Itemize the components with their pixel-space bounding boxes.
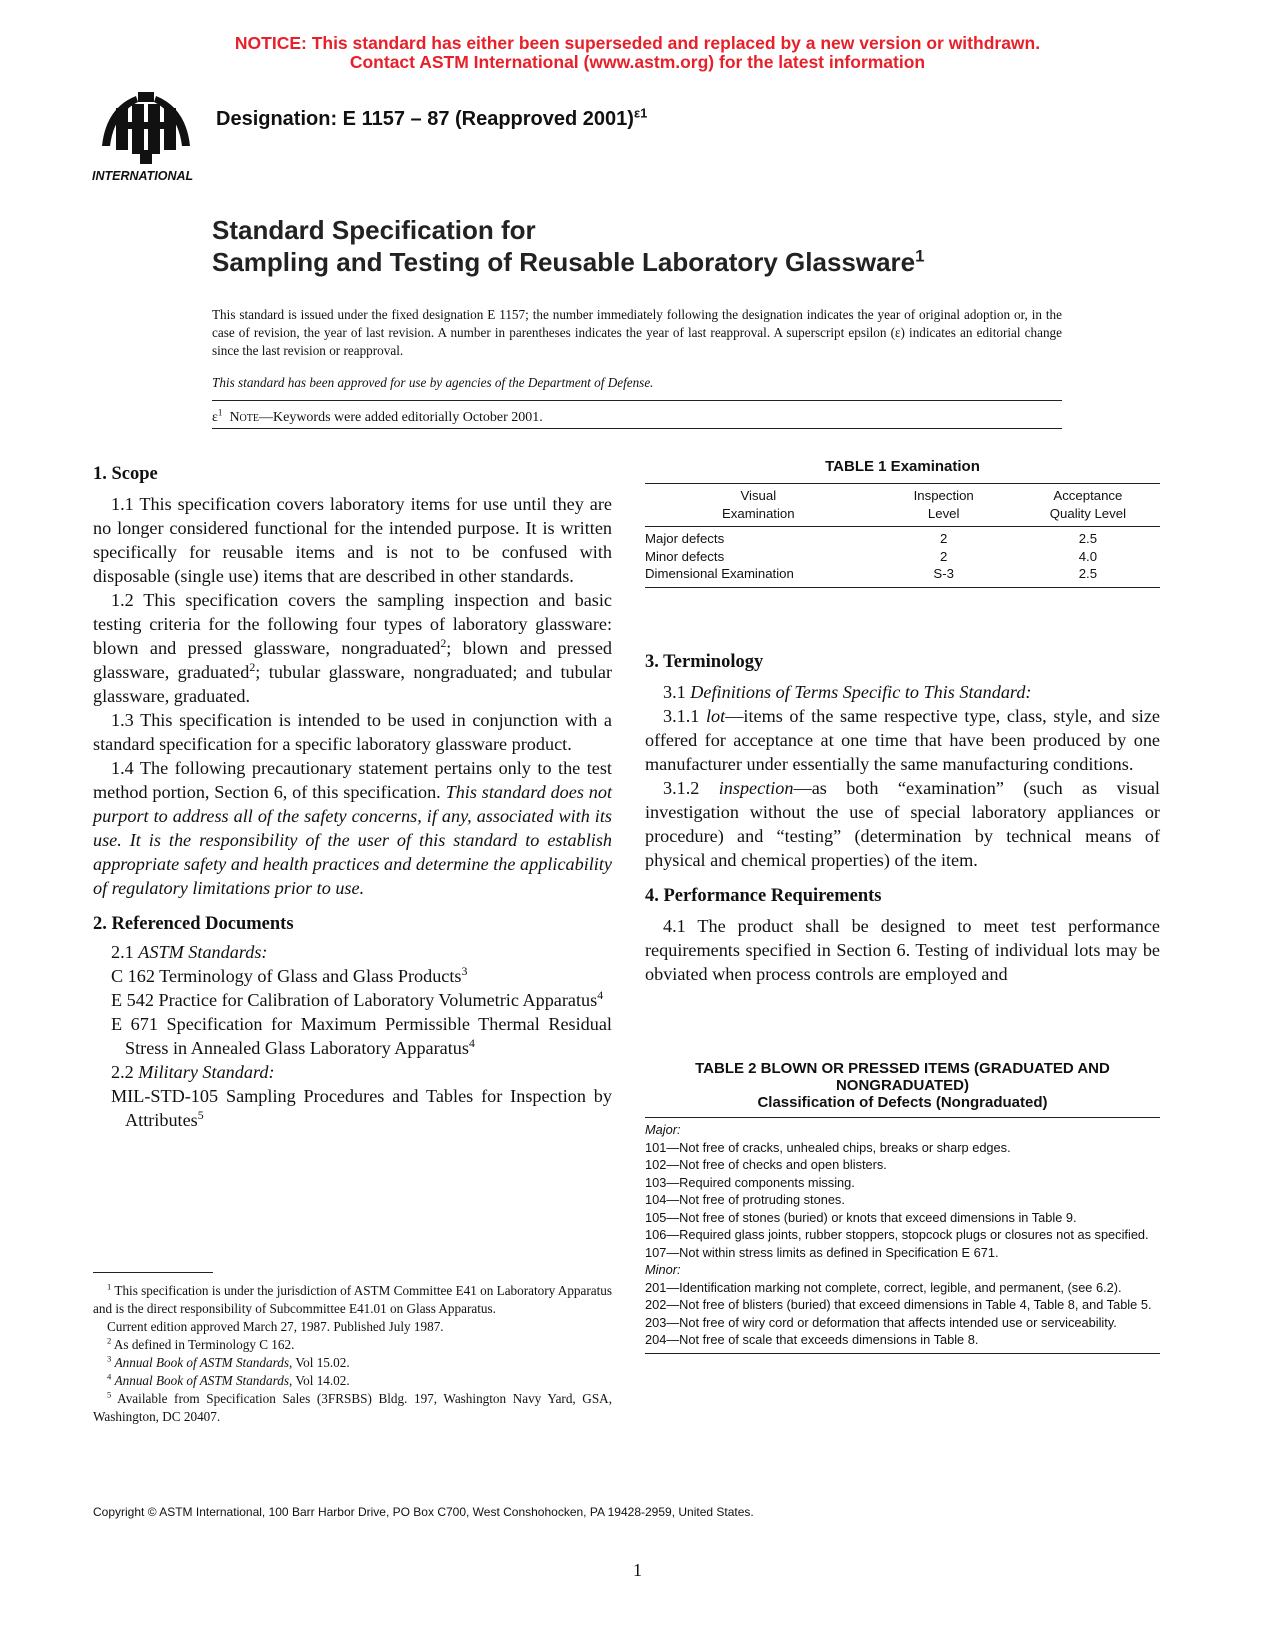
table-1 — [645, 458, 1160, 588]
designation — [216, 105, 648, 131]
designation-sup: ε1 — [633, 105, 648, 121]
ref-mil-std-105: MIL-STD-105 Sampling Procedures and Tables for Inspection by Attributes$^5$ — [111, 1086, 612, 1130]
left-column — [93, 462, 612, 1132]
defect-list — [645, 1121, 1160, 1349]
table-row: Minor defects 2 4.0 — [645, 548, 1098, 564]
table-2-subcaption: Classification of Defects (Nongraduated) — [757, 1094, 1048, 1111]
table-1-grid — [645, 487, 1160, 583]
footnotes — [93, 1282, 612, 1426]
eps-note-label: Note — [229, 410, 259, 425]
ref-c162: C 162 Terminology of Glass and Glass Products$^3$ — [111, 963, 468, 986]
list-item: 202—Not free of blisters (buried) that exceed dimensions in Table 4, Table 8, and Table 5. — [645, 1297, 1152, 1312]
performance-heading: 4. Performance Requirements — [645, 886, 882, 906]
list-item: 103—Required components missing. — [645, 1174, 855, 1190]
major-label: Major: — [645, 1122, 681, 1137]
title-line-1: Standard Specification for — [212, 215, 536, 245]
copyright-line: Copyright © ASTM International, 100 Barr Harbor Drive, PO Box C700, West Conshohocken, PA 19428-2959, United States. — [93, 1505, 754, 1519]
term-3-1-1: 3.1.1 lot—items of the same respective type, class, style, and size offered for acceptance at one time that have been produced by one manufacturer under essentially the same manufacturing conditions. — [645, 706, 1160, 774]
notice-line-1: NOTICE: This standard has either been superseded and replaced by a new version or withdrawn. — [234, 33, 1041, 53]
page-number: 1 — [633, 1560, 642, 1580]
list-item: 201—Identification marking not complete, correct, legible, and permanent, (see 6.2). — [645, 1279, 1122, 1295]
right-column — [645, 650, 1160, 986]
document-title — [212, 214, 925, 278]
logo-text: INTERNATIONAL — [92, 169, 194, 183]
performance-4-1: 4.1 The product shall be designed to meet test performance requirements specified in Section 6. Testing of individual lots may be obviated when process controls are employed and — [645, 916, 1160, 984]
divider-bottom — [212, 428, 1062, 429]
table-2 — [645, 1060, 1160, 1354]
term-3-1-2: 3.1.2 inspection—as both “examination” (such as visual investigation without the use of special laboratory appliances or procedure) and “testing” (determination by technical means of physical and chemical properties) of the item. — [645, 778, 1160, 870]
scope-1-1: 1.1 This specification covers laboratory items for use until they are no longer considered functional for the intended purpose. It is written specifically for reusable items and is not to be confused with disposable (single use) items that are described in other standards. — [93, 494, 612, 586]
title-sup: 1 — [915, 246, 925, 266]
list-item: 106—Required glass joints, rubber stoppers, stopcock plugs or closures not as specified. — [645, 1227, 1149, 1242]
term-3-1: 3.1 Definitions of Terms Specific to This Standard: — [663, 682, 1032, 702]
footnote-4: $^4$ Annual Book of ASTM Standards, Vol 14.02. — [107, 1371, 350, 1388]
scope-1-2: 1.2 This specification covers the sampling inspection and basic testing criteria for the following four types of laboratory glassware: blown and pressed glassware, nongraduated$^2$; blown and pressed glassware, graduated$^2$; tubular glassware, nongraduated; and tubular glassware, graduated. — [93, 590, 613, 706]
list-item: 105—Not free of stones (buried) or knots that exceed dimensions in Table 9. — [645, 1209, 1077, 1225]
withdrawal-notice — [0, 34, 1275, 72]
title-line-2: Sampling and Testing of Reusable Laboratory Glassware — [212, 247, 916, 277]
minor-label: Minor: — [645, 1262, 681, 1277]
table-2-caption: TABLE 2 BLOWN OR PRESSED ITEMS (GRADUATED AND NONGRADUATED) — [695, 1060, 1110, 1094]
list-item: 107—Not within stress limits as defined in Specification E 671. — [645, 1244, 999, 1260]
divider-top — [212, 400, 1062, 401]
table-1-header: Visual Examination Inspection Level Acceptance Quality Level — [722, 488, 1126, 521]
table-row: Dimensional Examination S-3 2.5 — [645, 566, 1098, 581]
ref-e671: E 671 Specification for Maximum Permissible Thermal Residual Stress in Annealed Glass Laboratory Apparatus$^4$ — [111, 1014, 612, 1058]
scope-heading: 1. Scope — [93, 464, 158, 484]
eps-sup: 1 — [217, 407, 223, 418]
list-item: 204—Not free of scale that exceeds dimensions in Table 8. — [645, 1332, 979, 1347]
footnote-2: $^2$ As defined in Terminology C 162. — [107, 1335, 295, 1352]
eps-note-text: —Keywords were added editorially October 2001. — [259, 410, 543, 425]
list-item: 203—Not free of wiry cord or deformation that affects intended use or serviceability. — [645, 1314, 1117, 1330]
astm-logo — [92, 88, 200, 184]
epsilon-note — [212, 407, 543, 426]
table-1-caption: TABLE 1 Examination — [825, 458, 980, 475]
refdocs-2-2: 2.2 Military Standard: — [111, 1062, 275, 1082]
designation-label: Designation: E 1157 – 87 (Reapproved 2001) — [216, 108, 634, 130]
refdocs-heading: 2. Referenced Documents — [93, 914, 294, 934]
dod-approval-note: This standard has been approved for use by agencies of the Department of Defense. — [212, 375, 654, 390]
astm-logo-icon — [92, 88, 200, 184]
notice-line-2: Contact ASTM International (www.astm.org) for the latest information — [349, 52, 926, 72]
footnote-rule — [93, 1272, 213, 1273]
eps-symbol: ε — [212, 410, 218, 425]
ref-e542: E 542 Practice for Calibration of Laboratory Volumetric Apparatus$^4$ — [111, 987, 604, 1010]
scope-1-3: 1.3 This specification is intended to be used in conjunction with a standard specification for a specific laboratory glassware product. — [93, 710, 612, 754]
table-row: Major defects 2 2.5 — [645, 531, 1098, 546]
footnote-3: $^3$ Annual Book of ASTM Standards, Vol 15.02. — [107, 1353, 350, 1370]
list-item: 101—Not free of cracks, unhealed chips, breaks or sharp edges. — [645, 1139, 1011, 1155]
terminology-heading: 3. Terminology — [645, 652, 764, 672]
list-item: 104—Not free of protruding stones. — [645, 1192, 845, 1207]
list-item: 102—Not free of checks and open blisters. — [645, 1157, 887, 1172]
footnote-1: $^1$ This specification is under the jurisdiction of ASTM Committee E41 on Laboratory Apparatus and is the direct responsibility of Subcommittee E41.01 on Glass Apparatus. — [93, 1281, 613, 1316]
footnote-5: $^5$ Available from Specification Sales (3FRSBS) Bldg. 197, Washington Navy Yard, GSA, Washington, DC 20407. — [93, 1389, 612, 1424]
footnote-1b: Current edition approved March 27, 1987. Published July 1987. — [107, 1319, 444, 1334]
refdocs-2-1: 2.1 ASTM Standards: — [111, 942, 268, 962]
issuance-paragraph: This standard is issued under the fixed designation E 1157; the number immediately following the designation indicates the year of original adoption or, in the case of revision, the year of last revision. A number in parentheses indicates the year of last reapproval. A superscript epsilon (ε) indicates an editorial change since the last revision or reapproval. — [212, 307, 1062, 358]
scope-1-4: 1.4 The following precautionary statement pertains only to the test method portion, Section 6, of this specification. This standard does not purport to address all of the safety concerns, if any, associated with its use. It is the responsibility of the user of this standard to establish appropriate safety and health practices and determine the applicability of regulatory limitations prior to use. — [93, 758, 613, 898]
